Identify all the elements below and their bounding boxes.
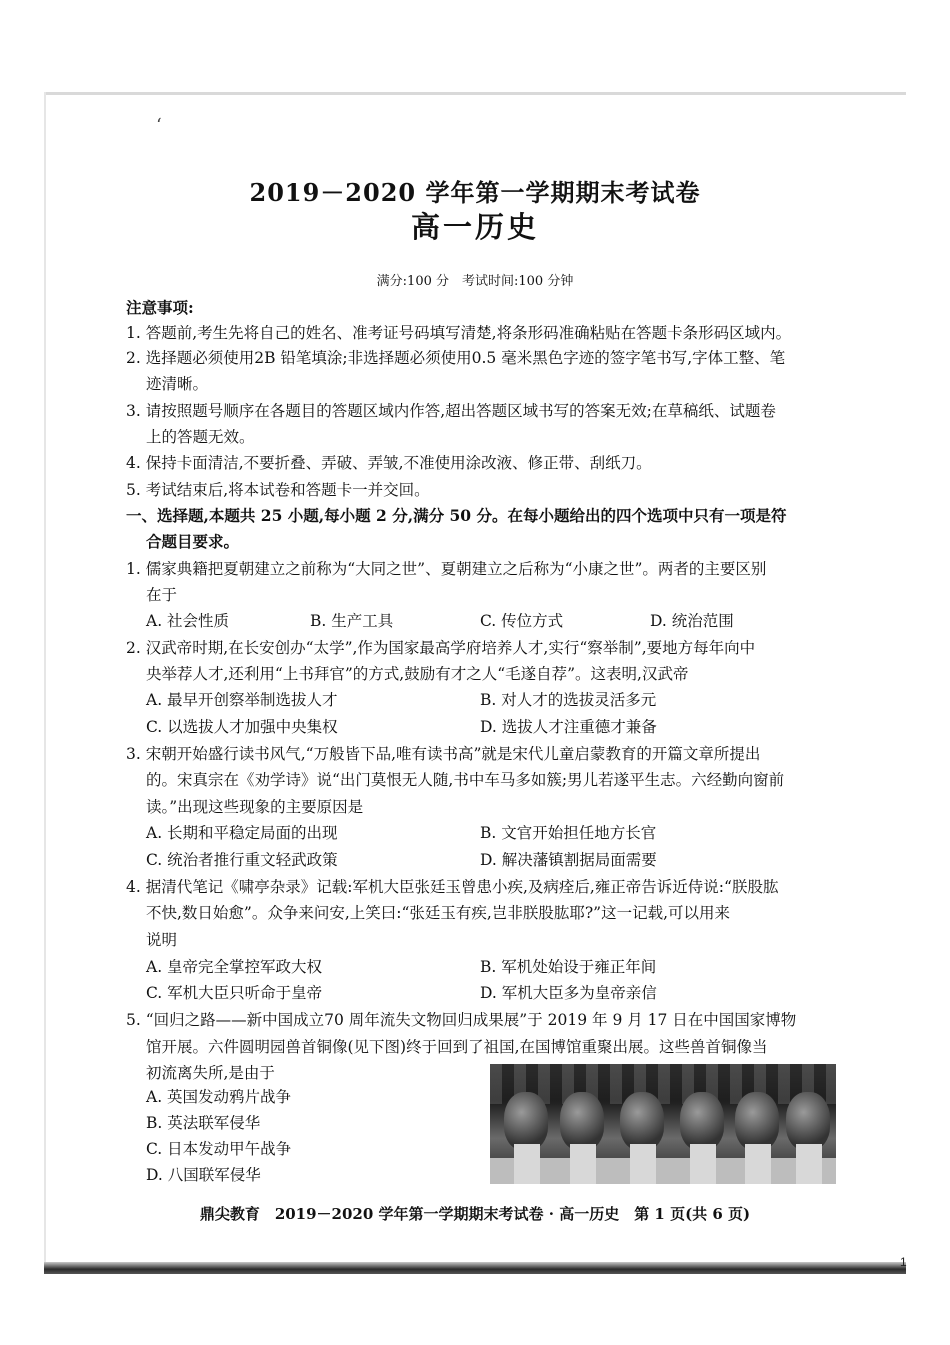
photo-floor <box>490 1158 836 1184</box>
question-stem: 2. 汉武帝时期,在长安创办“太学”,作为国家最高学府培养人才,实行“察举制”,要地方每年向中 <box>126 639 756 657</box>
option: C. 传位方式 <box>480 612 564 630</box>
question-stem: 读。”出现这些现象的主要原因是 <box>146 798 364 816</box>
option: D. 八国联军侵华 <box>146 1166 261 1184</box>
notice-line: 2. 选择题必须使用2B 铅笔填涂;非选择题必须使用0.5 毫米黑色字迹的签字笔书写,字体工整、笔 <box>126 349 786 367</box>
bronze-head <box>735 1092 779 1150</box>
option: A. 最早开创察举制选拔人才 <box>146 691 338 709</box>
option: C. 日本发动甲午战争 <box>146 1140 292 1158</box>
question-stem: 1. 儒家典籍把夏朝建立之前称为“大同之世”、夏朝建立之后称为“小康之世”。两者的主要区别 <box>126 560 767 578</box>
section-heading: 一、选择题,本题共 25 小题,每小题 2 分,满分 50 分。在每小题给出的四个选项中只有一项是符 <box>126 506 787 525</box>
option: D. 军机大臣多为皇帝亲信 <box>480 984 657 1002</box>
photo-arch <box>490 1064 836 1104</box>
question-stem: 不快,数日始愈”。众争来问安,上笑曰:“张廷玉有疾,岂非朕股肱耶?”这一记载,可以用来 <box>146 904 731 922</box>
option: D. 解决藩镇割据局面需要 <box>480 851 657 869</box>
notice-line: 3. 请按照题号顺序在各题目的答题区域内作答,超出答题区域书写的答案无效;在草稿纸、试题卷 <box>126 402 776 420</box>
section-heading-cont: 合题目要求。 <box>146 532 240 551</box>
pedestal <box>690 1144 716 1184</box>
question-stem: 说明 <box>146 931 178 949</box>
bronze-head <box>620 1092 664 1150</box>
option: C. 以选拔人才加强中央集权 <box>146 718 338 736</box>
question-stem: 4. 据清代笔记《啸亭杂录》记载:军机大臣张廷玉曾患小疾,及病痊后,雍正帝告诉近侍说:“朕股肱 <box>126 878 779 896</box>
question-stem: 初流离失所,是由于 <box>146 1064 275 1082</box>
option: B. 英法联军侵华 <box>146 1114 261 1132</box>
pedestal <box>796 1144 822 1184</box>
scan-edge-bottom <box>44 1262 906 1274</box>
question-stem: 3. 宋朝开始盛行读书风气,“万般皆下品,唯有读书高”就是宋代儿童启蒙教育的开篇文章所提出 <box>126 745 761 763</box>
exam-title: 2019－2020 学年第一学期期末考试卷 <box>249 178 701 207</box>
option: A. 社会性质 <box>146 612 230 630</box>
pedestal <box>514 1144 540 1184</box>
notice-line: 5. 考试结束后,将本试卷和答题卡一并交回。 <box>126 481 430 499</box>
option: B. 生产工具 <box>310 612 394 630</box>
bronze-heads-photo <box>490 1064 836 1184</box>
option: C. 统治者推行重文轻武政策 <box>146 851 338 869</box>
option: D. 统治范围 <box>650 612 734 630</box>
bronze-head <box>560 1092 604 1150</box>
question-stem: 在于 <box>146 586 178 604</box>
notice-heading: 注意事项: <box>126 298 194 317</box>
question-stem: 馆开展。六件圆明园兽首铜像(见下图)终于回到了祖国,在国博馆重聚出展。这些兽首铜像当 <box>146 1038 768 1056</box>
question-stem: 5. “回归之路——新中国成立70 周年流失文物回归成果展”于 2019 年 9 月 17 日在中国国家博物 <box>126 1011 797 1029</box>
pedestal <box>630 1144 656 1184</box>
page-footer: 鼎尖教育 2019－2020 学年第一学期期末考试卷 · 高一历史 第 1 页(共 6 页) <box>199 1205 751 1223</box>
notice-line: 上的答题无效。 <box>146 428 255 446</box>
option: B. 军机处始设于雍正年间 <box>480 958 657 976</box>
bronze-head <box>504 1092 548 1150</box>
page-number: 1 <box>900 1255 907 1269</box>
notice-line: 迹清晰。 <box>146 375 209 393</box>
option: A. 英国发动鸦片战争 <box>146 1088 292 1106</box>
exam-subject: 高一历史 <box>410 210 539 244</box>
bronze-head <box>680 1092 724 1150</box>
option: D. 选拔人才注重德才兼备 <box>480 718 657 736</box>
question-stem: 的。宋真宗在《劝学诗》说“出门莫恨无人随,书中车马多如簇;男儿若遂平生志。六经勤向窗前 <box>146 771 785 789</box>
notice-line: 1. 答题前,考生先将自己的姓名、准考证号码填写清楚,将条形码准确粘贴在答题卡条形码区域内。 <box>126 324 792 342</box>
option: B. 对人才的选拔灵活多元 <box>480 691 657 709</box>
scan-edge-top <box>44 92 906 95</box>
option: C. 军机大臣只听命于皇帝 <box>146 984 323 1002</box>
pedestal <box>745 1144 771 1184</box>
notice-line: 4. 保持卡面清洁,不要折叠、弄破、弄皱,不准使用涂改液、修正带、刮纸刀。 <box>126 454 652 472</box>
question-stem: 央举荐人才,还利用“上书拜官”的方式,鼓励有才之人“毛遂自荐”。这表明,汉武帝 <box>146 665 689 683</box>
pen-mark: ʻ <box>156 115 162 136</box>
option: A. 皇帝完全掌控军政大权 <box>146 958 323 976</box>
exam-meta: 满分:100 分 考试时间:100 分钟 <box>376 274 574 289</box>
option: A. 长期和平稳定局面的出现 <box>146 824 338 842</box>
pedestal <box>570 1144 596 1184</box>
bronze-head <box>786 1092 830 1150</box>
option: B. 文官开始担任地方长官 <box>480 824 657 842</box>
scan-edge-left <box>44 92 46 1272</box>
